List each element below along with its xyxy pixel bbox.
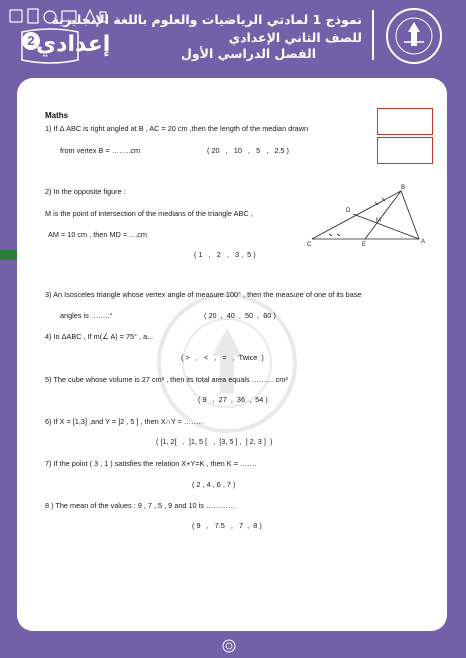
question-1-choices: ( 20 , 10 , 5 , 2.5 ) xyxy=(207,146,289,155)
score-boxes xyxy=(377,108,433,164)
score-box xyxy=(377,137,433,164)
question-8-choices: ( 9 , 7.5 , 7 , 8 ) xyxy=(192,521,262,530)
triangle-figure xyxy=(307,183,437,248)
question-3-text: 3) An Isosceles triangle whose vertex angle of measure 100° , then the measure of one of its base xyxy=(45,290,362,299)
exam-term: الفصل الدراسي الأول xyxy=(181,46,316,61)
question-4-choices: ( > , < , = , Twice ) xyxy=(181,353,264,362)
question-1-text-cont: from vertex B = ……..cm xyxy=(60,146,141,155)
page-header xyxy=(0,0,466,82)
question-6-choices: ( [1, 2[ , ]1, 5 [ , [3, 5 ] , ] 2, 3 ] ) xyxy=(156,437,273,446)
question-7-text: 7) If the point ( 3 , 1 ) satisfies the relation X+Y=K , then K = ……. xyxy=(45,459,257,468)
question-8-text: 8 ) The mean of the values : 9 , 7 , 5 , 9 and 10 is ………… xyxy=(45,501,236,510)
grade-number: 2 xyxy=(22,32,40,50)
figure-label-b: B xyxy=(401,185,406,191)
question-5-text: 5) The cube whose volume is 27 cm³ , then its total area equals ……… cm² xyxy=(45,375,288,384)
exam-paper xyxy=(17,78,447,631)
question-2-text-cont: M is the point of intersection of the medians of the triangle ABC , xyxy=(45,209,253,218)
question-2-text: 2) In the opposite figure : xyxy=(45,187,126,196)
exam-title: نموذج 1 لمادتي الرياضيات والعلوم باللغة الإنجليزية xyxy=(51,12,362,27)
question-6-text: 6) If X = [1,3] ,and Y = ]2 , 5 ] , then X∩Y = …….. xyxy=(45,417,203,426)
question-2-text-cont2: AM = 10 cm , then MD = ....cm xyxy=(48,230,147,239)
ministry-seal-icon xyxy=(384,6,444,66)
footer-seal-icon xyxy=(222,639,236,653)
question-3-text-cont: angles is ……..° xyxy=(60,311,113,320)
grade-label: إعدادي xyxy=(36,32,111,57)
figure-label-m: M xyxy=(376,218,381,224)
figure-label-d: D xyxy=(346,208,351,214)
figure-label-c: C xyxy=(307,242,312,248)
question-2-choices: ( 1 , 2 , 3 , 5 ) xyxy=(194,250,256,259)
header-divider xyxy=(372,10,374,60)
question-1-text: 1) If Δ ABC is right angled at B , AC = 20 cm ,then the length of the median drawn xyxy=(45,124,309,133)
question-4-text: 4) In ΔABC , If m(∠ A) = 75° , a... xyxy=(45,332,154,341)
question-3-choices: ( 20 , 40 , 50 , 60 ) xyxy=(204,311,276,320)
figure-label-e: E xyxy=(362,242,367,248)
exam-grade: للصف الثاني الإعدادي xyxy=(228,30,362,45)
question-7-choices: ( 2 , 4 , 6 , 7 ) xyxy=(192,480,236,489)
subject-title: Maths xyxy=(45,111,69,120)
figure-label-a: A xyxy=(421,239,426,245)
score-box xyxy=(377,108,433,135)
question-5-choices: ( 9 , 27 , 36 , 54 ) xyxy=(198,395,268,404)
